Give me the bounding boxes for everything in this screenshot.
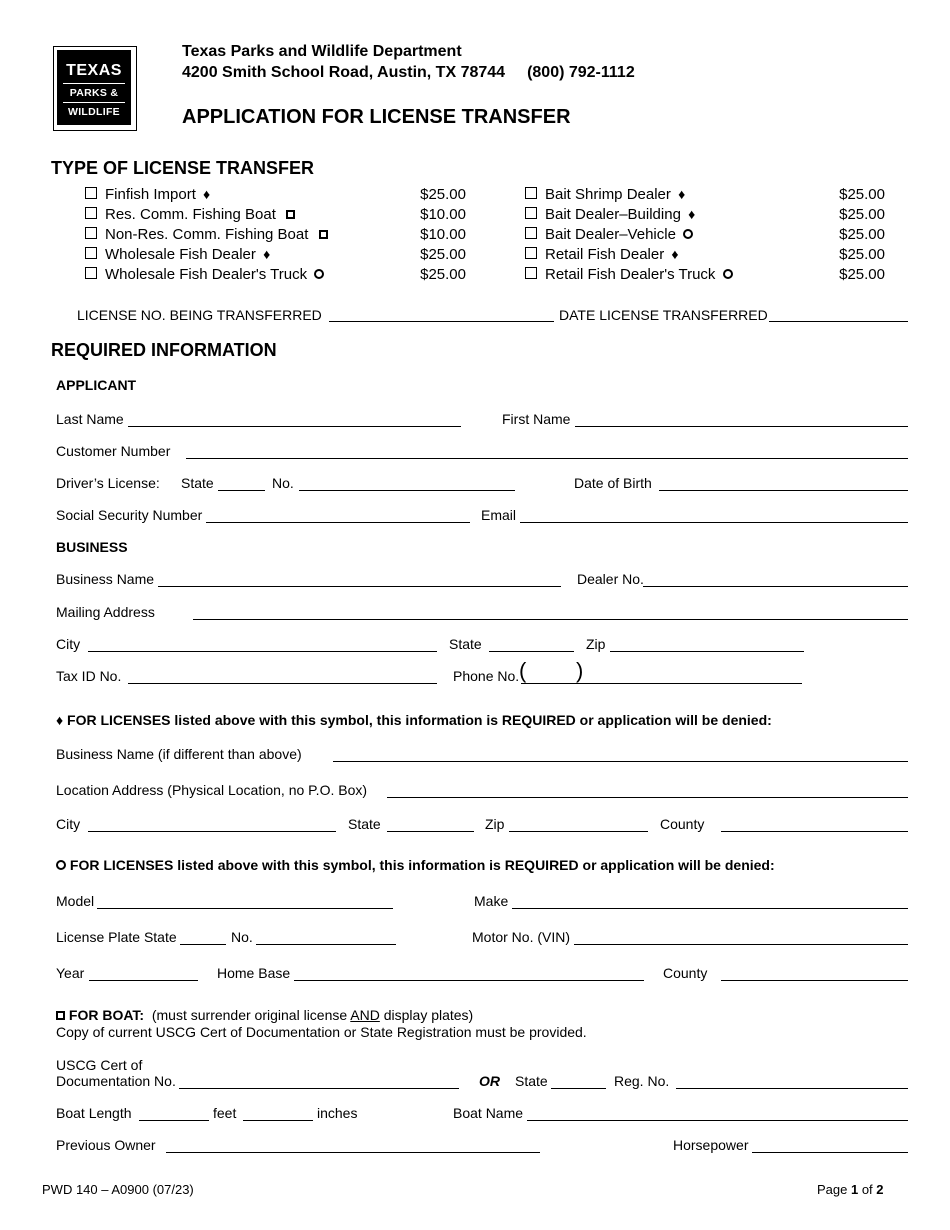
- uscg-label-line2: Documentation No.: [56, 1073, 176, 1089]
- license-checkbox[interactable]: [85, 207, 97, 219]
- license-right-item: [525, 186, 685, 203]
- plate-state-field[interactable]: [180, 944, 226, 945]
- city-field[interactable]: [88, 651, 437, 652]
- or-label: OR: [479, 1073, 500, 1089]
- circle-icon: [723, 269, 733, 279]
- license-left-item: [85, 266, 324, 283]
- license-label: Bait Dealer–Building: [545, 206, 686, 223]
- reg-no-label: Reg. No.: [614, 1073, 670, 1089]
- mailing-address-label: Mailing Address: [56, 604, 155, 620]
- diamond-county-field[interactable]: [721, 831, 908, 832]
- uscg-doc-no-field[interactable]: [179, 1088, 459, 1089]
- license-checkbox[interactable]: [525, 227, 537, 239]
- dealer-no-label: Dealer No.: [577, 571, 644, 587]
- reg-no-field[interactable]: [676, 1088, 908, 1089]
- first-name-field[interactable]: [575, 426, 908, 427]
- make-label: Make: [474, 893, 509, 909]
- license-price: $25.00: [839, 266, 885, 283]
- license-label: Bait Dealer–Vehicle: [545, 226, 681, 243]
- form-id: PWD 140 – A0900 (07/23): [42, 1182, 194, 1197]
- zip-field[interactable]: [610, 651, 804, 652]
- boat-copy-note: Copy of current USCG Cert of Documentation or State Registration must be provided.: [56, 1024, 587, 1040]
- license-left-item: [85, 246, 270, 263]
- circle-county-field[interactable]: [721, 980, 908, 981]
- license-label: Res. Comm. Fishing Boat: [105, 206, 281, 223]
- year-label: Year: [56, 965, 85, 981]
- license-label: Bait Shrimp Dealer: [545, 186, 676, 203]
- date-transferred-field[interactable]: [769, 321, 908, 322]
- diamond-icon: ♦: [688, 206, 696, 222]
- drivers-license-label: Driver’s License:: [56, 475, 160, 491]
- diamond-icon: ♦: [203, 186, 211, 202]
- license-left-item: [85, 206, 295, 223]
- last-name-label: Last Name: [56, 411, 124, 427]
- dob-field[interactable]: [659, 490, 908, 491]
- uscg-label-line1: USCG Cert of: [56, 1057, 143, 1073]
- phone-paren-open: (: [519, 658, 527, 683]
- required-info-heading: REQUIRED INFORMATION: [51, 340, 277, 360]
- license-type-heading: TYPE OF LICENSE TRANSFER: [51, 158, 315, 178]
- license-price: $25.00: [839, 226, 885, 243]
- applicant-heading: APPLICANT: [56, 377, 137, 393]
- license-price: $25.00: [839, 206, 885, 223]
- email-field[interactable]: [520, 522, 908, 523]
- diamond-county-label: County: [660, 816, 705, 832]
- license-label: Wholesale Fish Dealer: [105, 246, 261, 263]
- logo-text-wildlife: WILDLIFE: [68, 106, 120, 118]
- license-label: Wholesale Fish Dealer's Truck: [105, 266, 312, 283]
- diamond-city-label: City: [56, 816, 81, 832]
- boat-state-field[interactable]: [551, 1088, 606, 1089]
- agency-name: Texas Parks and Wildlife Department: [182, 43, 462, 60]
- location-address-label: Location Address (Physical Location, no P.O. Box): [56, 782, 368, 798]
- home-base-label: Home Base: [217, 965, 291, 981]
- previous-owner-field[interactable]: [166, 1152, 540, 1153]
- license-checkbox[interactable]: [525, 187, 537, 199]
- dl-no-field[interactable]: [299, 490, 515, 491]
- boat-state-label: State: [515, 1073, 548, 1089]
- boat-length-label: Boat Length: [56, 1105, 132, 1121]
- square-icon: [319, 230, 328, 239]
- license-checkbox[interactable]: [85, 227, 97, 239]
- dl-no-label: No.: [272, 475, 294, 491]
- horsepower-field[interactable]: [752, 1152, 908, 1153]
- state-label: State: [449, 636, 482, 652]
- first-name-label: First Name: [502, 411, 571, 427]
- diamond-icon: ♦: [678, 186, 686, 202]
- make-field[interactable]: [512, 908, 908, 909]
- location-address-field[interactable]: [387, 797, 908, 798]
- license-no-field[interactable]: [329, 321, 554, 322]
- boat-name-field[interactable]: [527, 1120, 908, 1121]
- license-price: $25.00: [420, 266, 466, 283]
- logo-text-parks: PARKS &: [69, 87, 119, 99]
- phone-paren-close: ): [576, 658, 584, 683]
- previous-owner-label: Previous Owner: [56, 1137, 156, 1153]
- diamond-state-label: State: [348, 816, 381, 832]
- license-price: $25.00: [839, 246, 885, 263]
- plate-no-field[interactable]: [256, 944, 396, 945]
- diamond-zip-field[interactable]: [509, 831, 648, 832]
- square-icon: [56, 1011, 65, 1020]
- diamond-icon: ♦: [671, 246, 679, 262]
- diamond-city-field[interactable]: [88, 831, 336, 832]
- plate-no-label: No.: [231, 929, 253, 945]
- customer-number-field[interactable]: [186, 458, 908, 459]
- business-name-field[interactable]: [158, 586, 561, 587]
- agency-address-line: [182, 64, 635, 82]
- license-checkbox[interactable]: [85, 267, 97, 279]
- inches-label: inches: [317, 1105, 358, 1121]
- tax-id-field[interactable]: [128, 683, 437, 684]
- diamond-zip-label: Zip: [485, 816, 505, 832]
- customer-number-label: Customer Number: [56, 443, 171, 459]
- model-field[interactable]: [97, 908, 393, 909]
- ssn-field[interactable]: [206, 522, 470, 523]
- dl-state-label: State: [181, 475, 214, 491]
- plate-state-label: License Plate State: [56, 929, 177, 945]
- email-label: Email: [481, 507, 517, 523]
- license-checkbox[interactable]: [85, 247, 97, 259]
- license-price: $25.00: [420, 186, 466, 203]
- license-label: Retail Fish Dealer: [545, 246, 669, 263]
- license-right-item: [525, 206, 695, 223]
- diamond-icon: ♦: [56, 712, 64, 728]
- license-checkbox[interactable]: [525, 207, 537, 219]
- circle-section-heading: FOR LICENSES listed above with this symbol, this information is REQUIRED or application will be denied:: [56, 857, 775, 873]
- diamond-business-name-label: Business Name (if different than above): [56, 746, 302, 762]
- motor-no-label: Motor No. (VIN): [472, 929, 571, 945]
- mailing-address-field[interactable]: [193, 619, 908, 620]
- state-field[interactable]: [489, 651, 574, 652]
- model-label: Model: [56, 893, 95, 909]
- agency-address: 4200 Smith School Road, Austin, TX 78744: [182, 64, 506, 81]
- zip-label: Zip: [586, 636, 606, 652]
- form-title: APPLICATION FOR LICENSE TRANSFER: [182, 106, 571, 128]
- feet-label: feet: [213, 1105, 237, 1121]
- tpwd-logo: [53, 46, 137, 131]
- diamond-icon: ♦: [263, 246, 271, 262]
- license-label: Retail Fish Dealer's Truck: [545, 266, 720, 283]
- year-field[interactable]: [89, 980, 198, 981]
- ssn-label: Social Security Number: [56, 507, 203, 523]
- motor-no-field[interactable]: [574, 944, 908, 945]
- circle-icon: [56, 860, 66, 870]
- license-checkbox[interactable]: [525, 247, 537, 259]
- agency-phone: (800) 792-1112: [527, 64, 635, 81]
- license-label: Finfish Import: [105, 186, 201, 203]
- license-right-item: [525, 266, 733, 283]
- phone-field[interactable]: [521, 683, 802, 684]
- boat-length-inches-field[interactable]: [243, 1120, 313, 1121]
- license-price: $25.00: [420, 246, 466, 263]
- circle-icon: [314, 269, 324, 279]
- license-right-item: [525, 226, 693, 243]
- last-name-field[interactable]: [128, 426, 461, 427]
- business-name-label: Business Name: [56, 571, 155, 587]
- circle-icon: [683, 229, 693, 239]
- home-base-field[interactable]: [294, 980, 644, 981]
- square-icon: [286, 210, 295, 219]
- license-right-item: [525, 246, 679, 263]
- license-label: Non-Res. Comm. Fishing Boat: [105, 226, 313, 243]
- license-price: $10.00: [420, 206, 466, 223]
- dealer-no-field[interactable]: [643, 586, 908, 587]
- boat-length-feet-field[interactable]: [139, 1120, 209, 1121]
- license-checkbox[interactable]: [85, 187, 97, 199]
- page-number: Page 1 of 2: [817, 1182, 884, 1197]
- license-left-item: [85, 186, 210, 203]
- business-heading: BUSINESS: [56, 539, 128, 555]
- logo-text-texas: TEXAS: [66, 62, 122, 79]
- diamond-business-name-field[interactable]: [333, 761, 908, 762]
- horsepower-label: Horsepower: [673, 1137, 749, 1153]
- dl-state-field[interactable]: [218, 490, 265, 491]
- license-price: $25.00: [839, 186, 885, 203]
- city-label: City: [56, 636, 81, 652]
- tax-id-label: Tax ID No.: [56, 668, 122, 684]
- license-price: $10.00: [420, 226, 466, 243]
- date-transferred-label: DATE LICENSE TRANSFERRED: [559, 307, 768, 323]
- dob-label: Date of Birth: [574, 475, 652, 491]
- diamond-section-heading: ♦ FOR LICENSES listed above with this symbol, this information is REQUIRED or application will be denied:: [56, 712, 772, 728]
- license-left-item: [85, 226, 328, 243]
- boat-name-label: Boat Name: [453, 1105, 524, 1121]
- license-checkbox[interactable]: [525, 267, 537, 279]
- boat-section-heading: FOR BOAT: (must surrender original license AND display plates): [56, 1007, 473, 1023]
- license-no-label: LICENSE NO. BEING TRANSFERRED: [77, 307, 322, 323]
- diamond-state-field[interactable]: [387, 831, 474, 832]
- phone-label: Phone No.: [453, 668, 520, 684]
- circle-county-label: County: [663, 965, 708, 981]
